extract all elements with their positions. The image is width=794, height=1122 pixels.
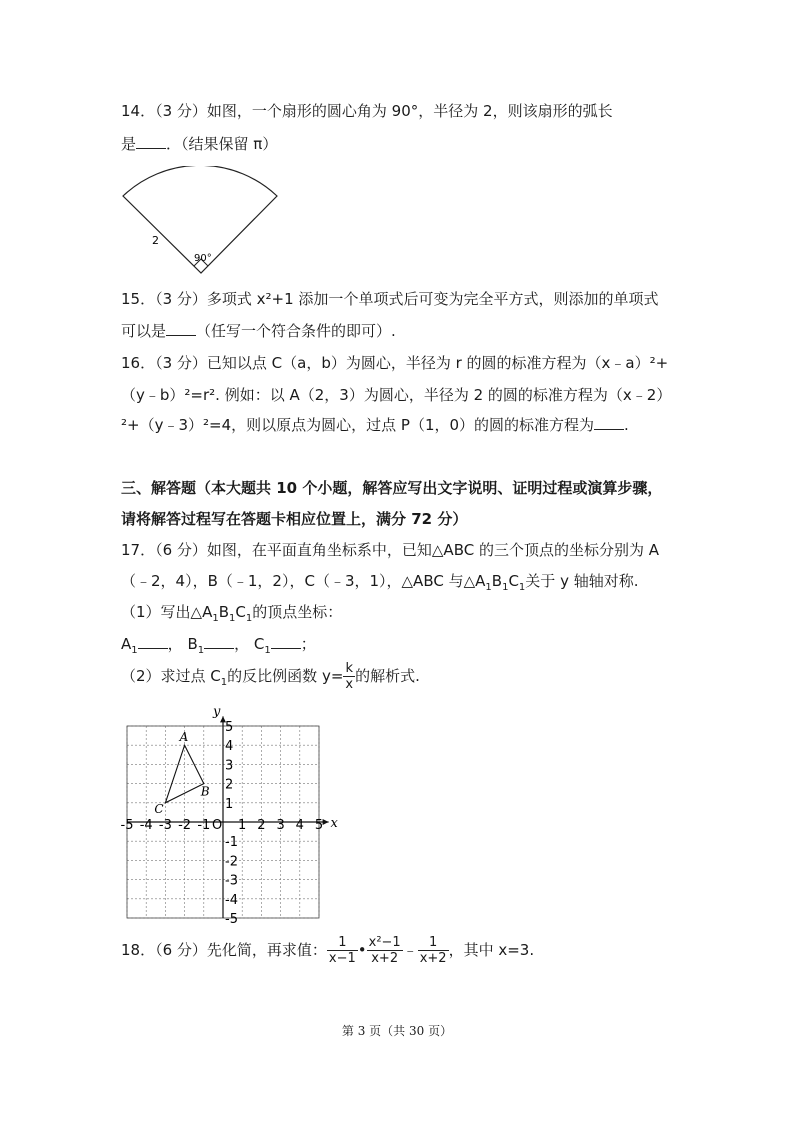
x-tick-label: -2 xyxy=(178,818,192,833)
answer-c-blank xyxy=(271,648,301,649)
section3-heading-line1: 三、解答题（本大题共 10 个小题，解答应写出文字说明、证明过程或演算步骤， xyxy=(121,479,663,497)
sub-index: 1 xyxy=(245,613,253,624)
q18-pre: 18．（6 分）先化简，再求值： xyxy=(121,941,327,959)
q14-line2 xyxy=(121,133,277,155)
triangle-abc xyxy=(154,730,209,816)
sub-index: 1 xyxy=(229,613,236,624)
sub-index: 1 xyxy=(131,645,138,656)
y-tick-label: -4 xyxy=(225,892,238,908)
frac-num: 1 xyxy=(418,935,449,951)
answer-b-label: B xyxy=(187,635,198,653)
frac-den: x+2 xyxy=(419,951,447,966)
y-axis-label: y xyxy=(213,704,221,720)
sub-index: 1 xyxy=(485,582,492,593)
y-tick-label: 4 xyxy=(225,739,234,755)
sub-index: 1 xyxy=(518,582,526,593)
q18-fraction-2 xyxy=(367,935,403,966)
x-tick-label: 2 xyxy=(257,818,266,833)
x-tick-label: -3 xyxy=(158,818,172,833)
q18-minus: ﹣ xyxy=(402,941,418,959)
y-tick-label: 5 xyxy=(225,720,234,735)
q17-sub2-post: 的解析式. xyxy=(355,667,420,685)
x-tick-label: -4 xyxy=(139,818,153,833)
origin-label: O xyxy=(212,818,223,833)
sector-radius-label: 2 xyxy=(152,234,159,247)
frac-den: x xyxy=(345,677,354,692)
sector-angle-label: 90° xyxy=(194,253,212,264)
q18-post: ，其中 x=3. xyxy=(448,941,535,959)
q17-answers xyxy=(121,633,316,662)
x-axis-arrow xyxy=(323,819,329,825)
q15-line2-pre: 可以是 xyxy=(121,322,167,340)
frac-num: 1 xyxy=(327,935,358,951)
q15-line2-post: （任写一个符合条件的即可）. xyxy=(196,322,396,340)
frac-den: x+2 xyxy=(371,951,399,966)
sub-index: 1 xyxy=(502,582,509,593)
frac-num: k xyxy=(343,661,355,677)
answer-c-label: C xyxy=(253,635,265,653)
q16-line3 xyxy=(121,414,629,436)
q14-line2-pre: 是 xyxy=(121,135,137,153)
q18-fraction-3 xyxy=(418,935,449,966)
vertex-label-b: B xyxy=(200,784,210,799)
y-tick-label: 2 xyxy=(225,777,234,793)
answer-a-blank xyxy=(138,648,168,649)
q14-line1: 14．（3 分）如图，一个扇形的圆心角为 90°，半径为 2，则该扇形的弧长 xyxy=(121,102,613,120)
fraction-k-over-x xyxy=(343,661,355,692)
sub-index: 1 xyxy=(197,645,205,656)
q16-line3-post: . xyxy=(624,416,629,434)
x-tick-label: 4 xyxy=(295,818,304,833)
y-tick-label: -1 xyxy=(225,835,238,851)
q17-line2-post: 关于 y 轴轴对称. xyxy=(525,572,639,590)
q17-sub2-mid: 的反比例函数 y= xyxy=(227,667,344,685)
separator: ， xyxy=(167,635,183,653)
q14-answer-blank xyxy=(136,148,166,149)
answer-b-blank xyxy=(204,648,234,649)
y-tick-label: -2 xyxy=(225,854,238,870)
x-axis-label: x xyxy=(330,816,338,831)
q16-line1: 16．（3 分）已知以点 C（a，b）为圆心，半径为 r 的圆的标准方程为（x﹣a）²+ xyxy=(121,354,669,372)
frac-num: x²−1 xyxy=(368,935,401,950)
q17-line2: （﹣2，4），B（﹣1，2），C（﹣3，1），△ABC 与$\triangle A_1B_1C_1$关于 y 轴轴对称. xyxy=(121,572,639,593)
q17-sub2-pre: （2）求过点 C xyxy=(121,667,221,685)
y-tick-label: 3 xyxy=(225,758,234,774)
sub-index: 1 xyxy=(264,645,271,656)
q16-answer-blank xyxy=(594,429,624,430)
sector-figure xyxy=(120,166,280,278)
coordinate-grid-figure xyxy=(115,702,340,927)
q17-line1: 17．（6 分）如图，在平面直角坐标系中，已知△ABC 的三个顶点的坐标分别为 A xyxy=(121,541,659,559)
sub-index: 1 xyxy=(220,677,228,688)
separator: ； xyxy=(300,635,316,653)
q15-answer-blank xyxy=(166,335,196,336)
y-tick-label: -5 xyxy=(225,912,238,927)
q18-line xyxy=(121,932,534,968)
page-footer: 第 3 页（共 30 页） xyxy=(341,1024,453,1038)
answer-a-label: A xyxy=(121,635,132,653)
q14-line2-post: ．（结果保留 π） xyxy=(166,135,278,153)
q15-line2 xyxy=(121,320,396,342)
q17-sub1-post: 的顶点坐标： xyxy=(252,603,343,621)
x-tick-label: 5 xyxy=(314,818,324,833)
q17-sub2 xyxy=(121,660,420,699)
q15-line1: 15．（3 分）多项式 x²+1 添加一个单项式后可变为完全平方式，则添加的单项式 xyxy=(121,290,659,308)
x-tick-label: 1 xyxy=(238,818,247,833)
frac-den: x−1 xyxy=(328,951,356,966)
sub-index: 1 xyxy=(212,613,219,624)
vertex-label-c: C xyxy=(154,801,164,816)
q17-sub1: （1）写出$\triangle A_1B_1C_1$的顶点坐标： xyxy=(121,603,343,624)
x-tick-label: -1 xyxy=(197,818,211,833)
x-tick-label: -5 xyxy=(120,818,134,833)
q16-line2: （y﹣b）²=r². 例如：以 A（2，3）为圆心，半径为 2 的圆的标准方程为（x﹣2） xyxy=(121,386,672,404)
q18-fraction-1 xyxy=(327,935,358,966)
y-tick-label: 1 xyxy=(225,796,234,812)
x-tick-label: 3 xyxy=(276,818,285,833)
q17-line2-pre: （﹣2，4），B（﹣1，2），C（﹣3，1），△ABC 与△A xyxy=(121,572,486,590)
separator: ， xyxy=(234,635,250,653)
q18-dot: • xyxy=(357,941,367,959)
vertex-label-a: A xyxy=(179,730,189,745)
section3-heading-line2: 请将解答过程写在答题卡相应位置上，满分 72 分） xyxy=(121,510,468,528)
q17-sub1-pre: （1）写出△A xyxy=(121,603,213,621)
q16-line3-pre: ²+（y﹣3）²=4，则以原点为圆心，过点 P（1，0）的圆的标准方程为 xyxy=(121,416,595,434)
y-tick-label: -3 xyxy=(225,873,238,889)
